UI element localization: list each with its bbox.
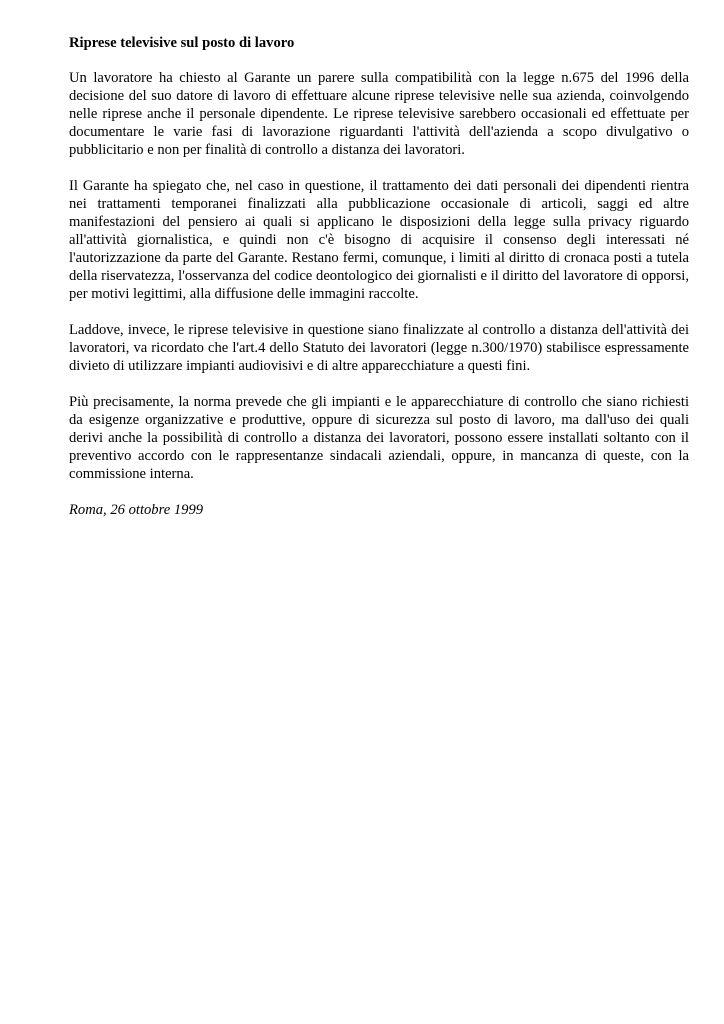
place-date: Roma, 26 ottobre 1999 [69, 502, 204, 518]
document-title: Riprese televisive sul posto di lavoro [69, 35, 295, 51]
paragraph-2: Il Garante ha spiegato che, nel caso in questione, il trattamento dei dati personali dei dipendenti rientra nei trattamenti temporanei finalizzati alla pubblicazione occasionale di articoli, saggi ed altre manifestazioni del pensiero ai quali si applicano le disposizioni della legge sulla privacy riguardo all'attività giornalistica, e quindi non c'è bisogno di acquisire il consenso degli interessati né l'autorizzazione da parte del Garante. Restano fermi, comunque, i limiti al diritto di cronaca posti a tutela della riservatezza, l'osservanza del codice deontologico dei giornalisti e il diritto del lavoratore di opporsi, per motivi legittimi, alla diffusione delle immagini raccolte. [69, 178, 689, 302]
paragraph-4: Più precisamente, la norma prevede che gli impianti e le apparecchiature di controllo che siano richiesti da esigenze organizzative e produttive, oppure di sicurezza sul posto di lavoro, ma dall'uso dei quali derivi anche la possibilità di controllo a distanza dei lavoratori, possono essere installati soltanto con il preventivo accordo con le rappresentanze sindacali aziendali, oppure, in mancanza di queste, con la commissione interna. [69, 394, 689, 482]
paragraph-3: Laddove, invece, le riprese televisive in questione siano finalizzate al controllo a distanza dell'attività dei lavoratori, va ricordato che l'art.4 dello Statuto dei lavoratori (legge n.300/1970) stabilisce espressamente divieto di utilizzare impianti audiovisivi e di altre apparecchiature a questi fini. [69, 322, 689, 374]
paragraph-1: Un lavoratore ha chiesto al Garante un parere sulla compatibilità con la legge n.675 del 1996 della decisione del suo datore di lavoro di effettuare alcune riprese televisive nelle sua azienda, coinvolgendo nelle riprese anche il personale dipendente. Le riprese televisive sarebbero occasionali ed effettuate per documentare le varie fasi di lavorazione riguardanti l'attività dell'azienda a scopo divulgativo o pubblicitario e non per finalità di controllo a distanza dei lavoratori. [69, 70, 689, 158]
